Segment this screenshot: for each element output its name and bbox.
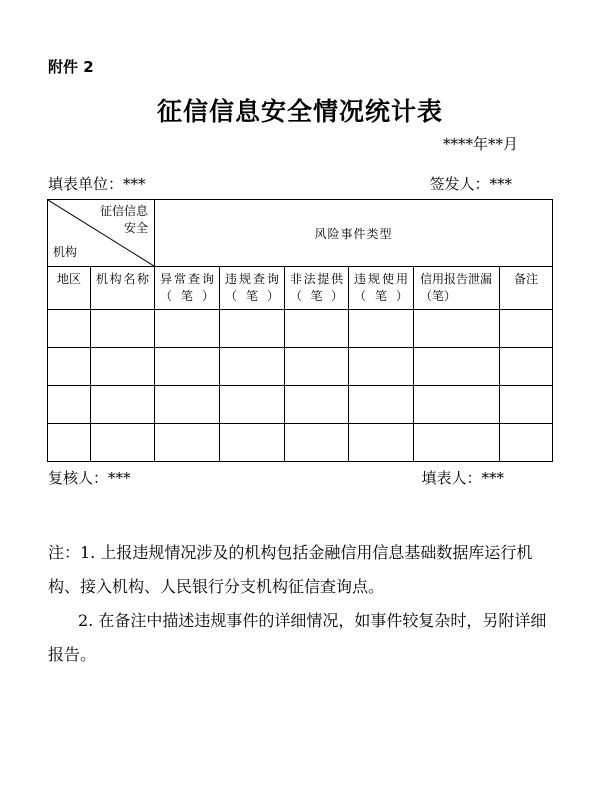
diag-top-line1: 征信信息: [99, 204, 148, 218]
column-header-abnormal-query: 异常查询（笔）: [155, 267, 220, 310]
table-row: [48, 424, 553, 462]
table-cell: [500, 348, 553, 386]
diag-bottom-label: 机构: [53, 245, 78, 259]
table-cell: [414, 386, 500, 424]
column-header-report-leak: 信用报告泄漏（笔）: [414, 267, 500, 310]
table-row: [48, 348, 553, 386]
table-cell: [220, 424, 285, 462]
table-cell: [48, 424, 91, 462]
fill-unit: 填表单位：***: [48, 175, 146, 193]
table-cell: [48, 310, 91, 348]
table-cell: [414, 348, 500, 386]
table-cell: [91, 424, 155, 462]
form-filler: 填表人：***: [421, 469, 504, 487]
column-header-region: 地区: [48, 267, 91, 310]
table-row: [48, 310, 553, 348]
table-cell: [220, 386, 285, 424]
table-cell: [500, 310, 553, 348]
diag-top-line2: 安全: [123, 221, 148, 235]
column-header-illegal-provision: 非法提供（笔）: [285, 267, 349, 310]
column-header-institution-name: 机构名称: [91, 267, 155, 310]
table-cell: [91, 310, 155, 348]
table-cell: [48, 348, 91, 386]
table-cell: [285, 424, 349, 462]
table-cell: [285, 310, 349, 348]
table-cell: [285, 386, 349, 424]
table-cell: [500, 424, 553, 462]
note-1: 注：1. 上报违规情况涉及的机构包括金融信用信息基础数据库运行机构、接入机构、人民银行分支机构征信查询点。: [48, 543, 533, 596]
risk-type-header: 风险事件类型: [155, 200, 553, 267]
table-cell: [48, 386, 91, 424]
note-2: 2. 在备注中描述违规事件的详细情况，如事件较复杂时，另附详细报告。: [48, 611, 547, 664]
table-cell: [349, 348, 414, 386]
table-cell: [349, 386, 414, 424]
table-cell: [414, 424, 500, 462]
table-cell: [220, 348, 285, 386]
table-cell: [155, 310, 220, 348]
date-line: ****年**月: [442, 135, 518, 153]
table-cell: [414, 310, 500, 348]
page-title: 征信信息安全情况统计表: [156, 97, 443, 126]
table-cell: [155, 424, 220, 462]
table-cell: [91, 348, 155, 386]
reviewer: 复核人：***: [48, 469, 131, 487]
table-cell: [500, 386, 553, 424]
diag-top-label: [100, 203, 148, 237]
statistics-table: [47, 199, 553, 462]
diagonal-header-cell: [48, 200, 155, 267]
table-cell: [91, 386, 155, 424]
column-header-illegal-use: 违规使用（笔）: [349, 267, 414, 310]
table-cell: [155, 386, 220, 424]
table-cell: [220, 310, 285, 348]
table-row: [48, 386, 553, 424]
column-header-illegal-query: 违规查询（笔）: [220, 267, 285, 310]
column-header-remarks: 备注: [500, 267, 553, 310]
attachment-label: 附件 2: [48, 58, 94, 76]
table-cell: [285, 348, 349, 386]
table-cell: [155, 348, 220, 386]
table-cell: [349, 424, 414, 462]
signer: 签发人：***: [429, 175, 512, 193]
table-cell: [349, 310, 414, 348]
